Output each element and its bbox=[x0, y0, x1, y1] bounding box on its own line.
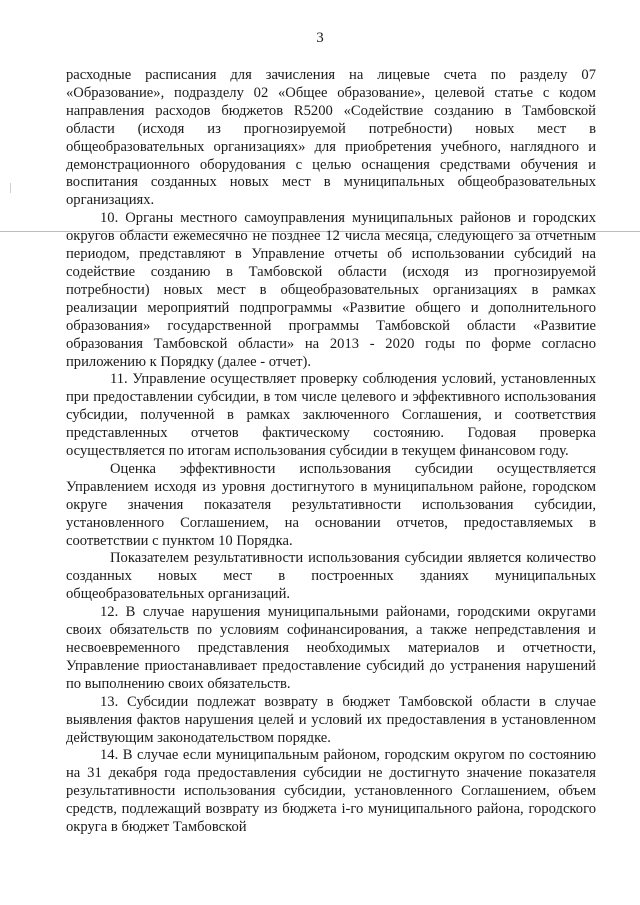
scan-margin-mark bbox=[10, 183, 11, 193]
paragraph-continuation: расходные расписания для зачисления на лицевые счета по разделу 07 «Образование», подразделу 02 «Общее образование», целевой статье с кодом направления расходов бюджетов R5200 «Содействие созданию в Тамбовской области (исходя из прогнозируемой потребности) новых мест в общеобразовательных организациях» для приобретения учебного, наглядного и демонстрационного оборудования с целью оснащения средствами обучения и воспитания созданных новых мест в муниципальных общеобразовательных организациях. bbox=[66, 67, 596, 209]
paragraph-11: 11. Управление осуществляет проверку соблюдения условий, установленных при предоставлении субсидии, в том числе целевого и эффективного использования субсидии, полученной в рамках заключенного Соглашения, и соответствия представленных отчетов фактическому состоянию. Годовая проверка осуществляется по итогам использования субсидии в текущем финансовом году. bbox=[66, 371, 596, 460]
paragraph-12: 12. В случае нарушения муниципальными районами, городскими округами своих обязательств по условиям софинансирования, а также непредставления и несвоевременного представления необходимых материалов и отчетности, Управление приостанавливает предоставление субсидий до устранения нарушений по выполнению своих обязательств. bbox=[66, 604, 596, 692]
paragraph-14: 14. В случае если муниципальным районом, городским округом по состоянию на 31 декабря года предоставления субсидии не достигнуто значение показателя результативности использования субсидии, установленного Соглашением, объем средств, подлежащий возврату из бюджета i-го муниципального района, городского округа в бюджет Тамбовской bbox=[66, 747, 596, 836]
paragraph-10: 10. Органы местного самоуправления муниципальных районов и городских округов области ежемесячно не позднее 12 числа месяца, следующего за отчетным периодом, представляют в Управление отчеты об использовании субсидий на содействие созданию в Тамбовской области (исходя из прогнозируемой потребности) новых мест в общеобразовательных организациях в рамках реализации мероприятий подпрограммы «Развитие общего и дополнительного образования» государственной программы Тамбовской области «Развитие образования Тамбовской области» на 2013 - 2020 годы по форме согласно приложению к Порядку (далее - отчет). bbox=[66, 210, 596, 370]
paragraph-performance-indicator: Показателем результативности использования субсидии является количество созданных новых мест в построенных зданиях муниципальных общеобразовательных организаций. bbox=[66, 550, 596, 603]
page-number: 3 bbox=[316, 30, 324, 46]
paragraph-efficiency-assessment: Оценка эффективности использования субсидии осуществляется Управлением исходя из уровня достигнутого в муниципальном районе, городском округе значения показателя результативности использования субсидии, установленного Соглашением, на основании отчетов, предоставляемых в соответствии с пунктом 10 Порядка. bbox=[66, 460, 596, 549]
document-body bbox=[66, 67, 596, 837]
paragraph-13: 13. Субсидии подлежат возврату в бюджет Тамбовской области в случае выявления фактов нарушения целей и условий их предоставления в установленном действующим законодательством порядке. bbox=[66, 693, 596, 746]
